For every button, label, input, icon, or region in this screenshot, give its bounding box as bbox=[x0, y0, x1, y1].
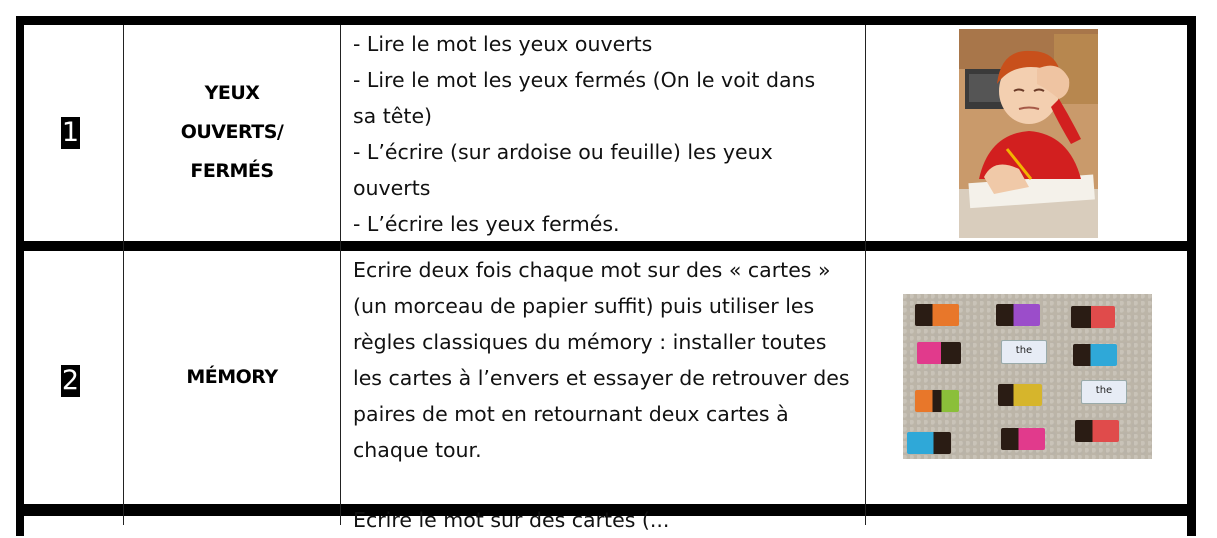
activity-instructions-partial bbox=[353, 508, 858, 532]
instruction-line: paires de mot en retournant deux cartes à bbox=[353, 402, 789, 426]
memory-card-word: the bbox=[1001, 340, 1047, 364]
row-number-badge: 2 bbox=[61, 365, 80, 396]
memory-card bbox=[915, 390, 959, 412]
instruction-line: (un morceau de papier suffit) puis utiliser les bbox=[353, 294, 815, 318]
table-border-top bbox=[16, 16, 1196, 25]
row-separator bbox=[16, 241, 1196, 251]
activity-title-line: OUVERTS/ bbox=[180, 121, 284, 143]
activity-title-line: YEUX bbox=[204, 82, 260, 104]
instruction-line: sa tête) bbox=[353, 104, 433, 128]
table-border-right bbox=[1187, 16, 1196, 536]
column-divider bbox=[865, 25, 866, 525]
memory-card bbox=[1075, 420, 1119, 442]
table-border-left bbox=[16, 16, 24, 536]
memory-card bbox=[917, 342, 961, 364]
instruction-line: Ecrire deux fois chaque mot sur des « cartes » bbox=[353, 258, 831, 282]
activity-instructions bbox=[353, 252, 858, 468]
memory-card bbox=[907, 432, 951, 454]
memory-card bbox=[1073, 344, 1117, 366]
instruction-line: Ecrire le mot sur des cartes (... bbox=[353, 508, 670, 532]
memory-cards-photo bbox=[903, 294, 1152, 459]
instruction-line: ouverts bbox=[353, 176, 431, 200]
instruction-line: - Lire le mot les yeux fermés (On le voit dans bbox=[353, 68, 816, 92]
activity-title-line: FERMÉS bbox=[190, 160, 274, 182]
memory-card bbox=[998, 384, 1042, 406]
instruction-line: chaque tour. bbox=[353, 438, 482, 462]
activity-title: MÉMORY bbox=[186, 366, 278, 388]
instruction-line: les cartes à l’envers et essayer de retrouver des bbox=[353, 366, 850, 390]
memory-card bbox=[1071, 306, 1115, 328]
instruction-line: - L’écrire les yeux fermés. bbox=[353, 212, 620, 236]
instruction-line: - Lire le mot les yeux ouverts bbox=[353, 32, 653, 56]
memory-card bbox=[996, 304, 1040, 326]
boy-writing-illustration bbox=[959, 29, 1098, 238]
memory-card bbox=[1001, 428, 1045, 450]
memory-card bbox=[915, 304, 959, 326]
boy-writing-photo bbox=[959, 29, 1098, 238]
column-divider bbox=[340, 25, 341, 525]
row-number-badge: 1 bbox=[61, 117, 80, 148]
memory-card-word: the bbox=[1081, 380, 1127, 404]
instruction-line: règles classiques du mémory : installer toutes bbox=[353, 330, 827, 354]
instruction-line: - L’écrire (sur ardoise ou feuille) les yeux bbox=[353, 140, 773, 164]
activity-title bbox=[124, 74, 340, 191]
activity-instructions bbox=[353, 26, 858, 242]
